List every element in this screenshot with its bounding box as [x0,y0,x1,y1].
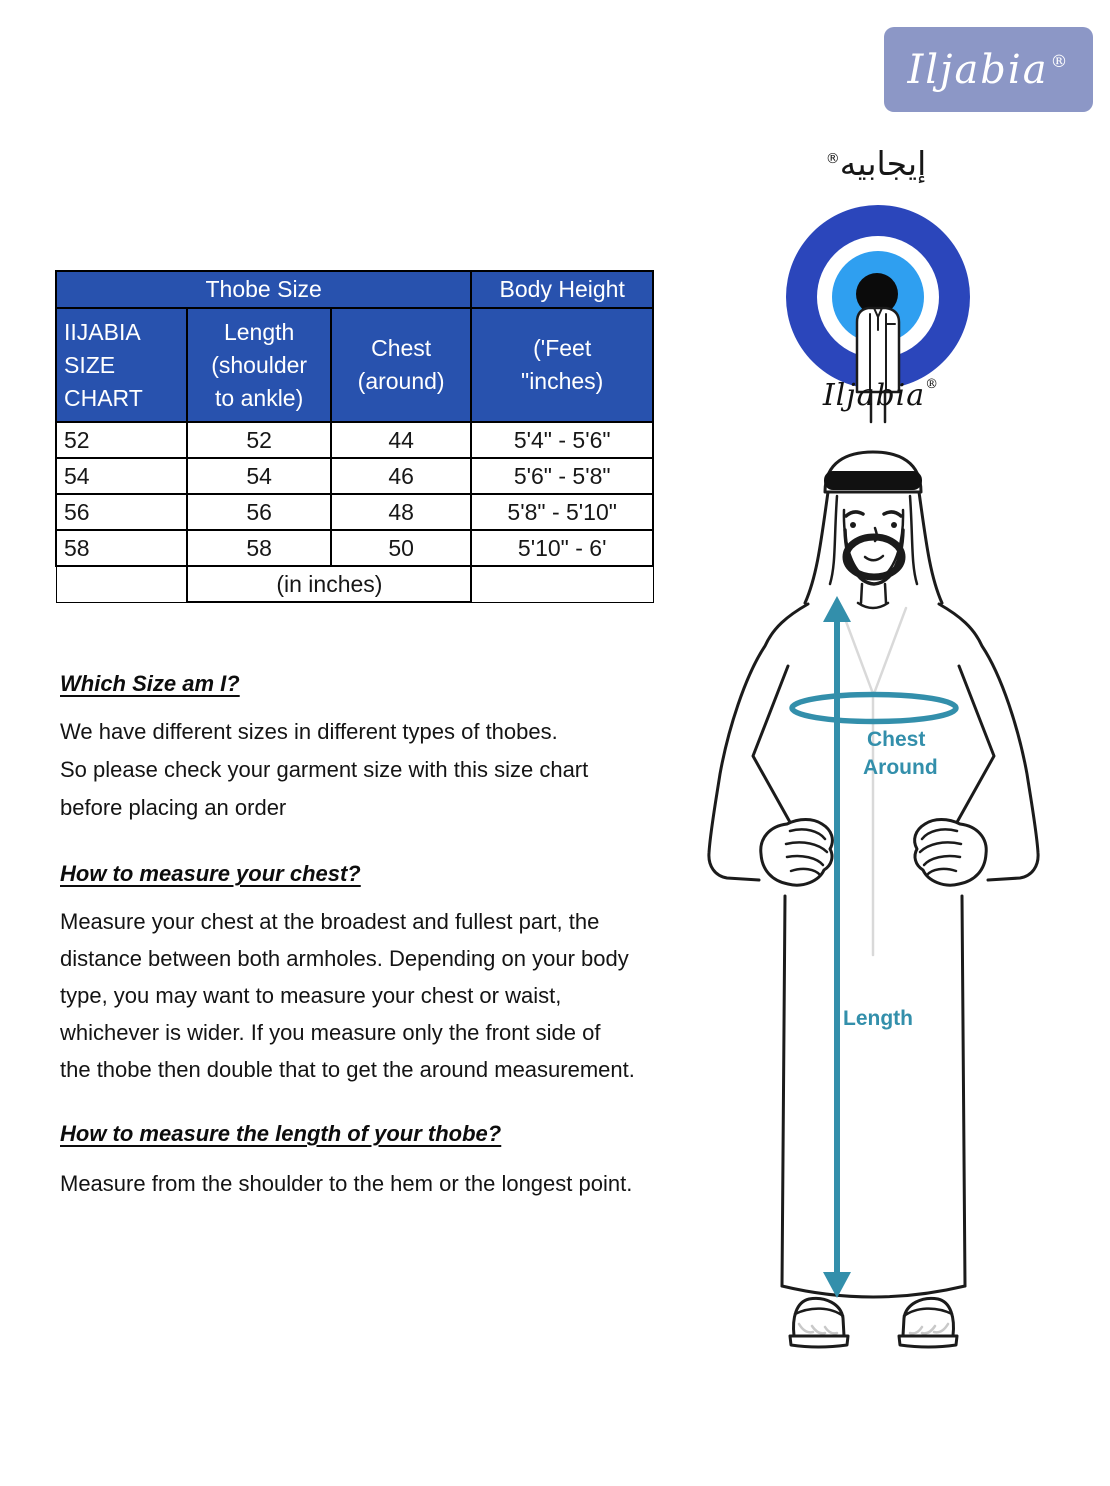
mouth [865,556,883,560]
agal-band [824,471,922,490]
eyebrow [846,512,863,516]
text-line: distance between both armholes. Depending on your body [60,946,629,971]
registered-mark: ® [925,377,940,392]
length-value: 52 [187,422,330,458]
length-measure-arrow [823,596,851,1298]
size-value: 58 [56,530,187,566]
sandal-sole [790,1336,848,1347]
height-range: 5'6" - 5'8" [471,458,653,494]
length-value: 56 [187,494,330,530]
text-line: Measure your chest at the broadest and fullest part, the [60,909,600,934]
chest-value: 50 [331,530,471,566]
text-line: Measure from the shoulder to the hem or the longest point. [60,1171,633,1196]
brand-badge [884,27,1093,112]
arrowhead-up-icon [823,596,851,622]
neck-line [861,584,862,603]
size-chart-table [55,270,654,603]
hem-line [782,1286,965,1297]
chest-value: 44 [331,422,471,458]
height-range: 5'8" - 5'10" [471,494,653,530]
chest-around-label: Around [863,756,938,779]
collar [858,603,888,608]
table-row [56,422,653,458]
table-row [56,494,653,530]
unit-note: (in inches) [187,566,471,602]
size-value: 56 [56,494,187,530]
chest-around-label: Chest [867,728,926,751]
text-line: whichever is wider. If you measure only the front side of [60,1020,601,1045]
heading-which-size: Which Size am I? [60,671,240,696]
text-line: So please check your garment size with this size chart [60,757,589,782]
table-row [56,458,653,494]
table-footer-row [56,566,653,602]
arabic-name-text: إيجابيه [839,144,927,183]
height-range: 5'4" - 5'6" [471,422,653,458]
length-label: Length [843,1007,913,1030]
heading-measure-length: How to measure the length of your thobe? [60,1121,502,1146]
paragraph-measure-length [60,1165,632,1203]
text-line: before placing an order [60,795,287,820]
brand-badge-text: Iljabia [907,46,1049,93]
registered-mark: ® [825,151,840,167]
column-header-feet-inches: ('Feet "inches) [471,308,653,422]
thobe-measurement-diagram [695,450,1055,1355]
group-header-body-height: Body Height [471,271,653,308]
keffiyeh-drape [805,492,828,603]
length-value: 54 [187,458,330,494]
chest-value: 46 [331,458,471,494]
size-value: 52 [56,422,187,458]
paragraph-which-size [60,713,588,827]
size-value: 54 [56,458,187,494]
column-header-chest: Chest (around) [331,308,471,422]
brand-wordmark [775,378,987,413]
thobe-side-edge [782,896,785,1286]
registered-mark: ® [1050,51,1070,72]
column-header-iijabia-size-chart: IIJABIA SIZE CHART [56,308,187,422]
group-header-thobe-size: Thobe Size [56,271,471,308]
column-header-length: Length (shoulder to ankle) [187,308,330,422]
text-line: the thobe then double that to get the around measurement. [60,1057,635,1082]
foot [794,1298,844,1336]
table-row [56,530,653,566]
text-line: type, you may want to measure your chest or waist, [60,983,562,1008]
paragraph-measure-chest [60,903,635,1088]
wordmark-text: Iljabia [822,378,926,413]
text-line: We have different sizes in different types of thobes. [60,719,558,744]
eye [850,522,856,528]
chest-value: 48 [331,494,471,530]
height-range: 5'10" - 6' [471,530,653,566]
length-value: 58 [187,530,330,566]
sleeve-seam [753,666,791,824]
brand-arabic-name [770,144,982,183]
heading-measure-chest: How to measure your chest? [60,861,361,886]
